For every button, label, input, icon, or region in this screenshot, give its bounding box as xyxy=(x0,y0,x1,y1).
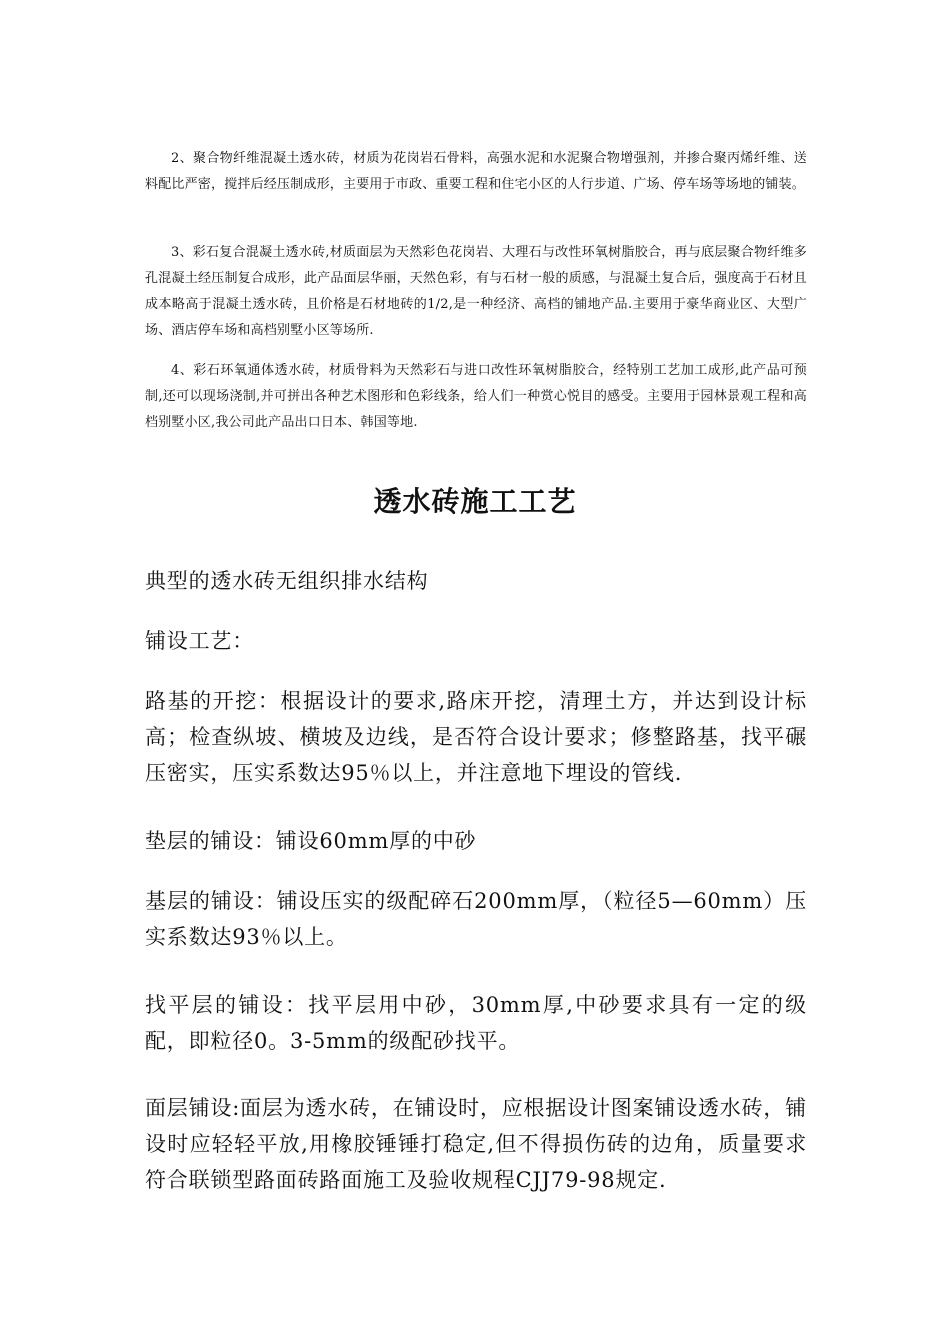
paragraph-text: 2、聚合物纤维混凝土透水砖，材质为花岗岩石骨料，高强水泥和水泥聚合物增强剂，并掺合聚丙烯纤维、送料配比严密，搅拌后经压制成形，主要用于市政、重要工程和住宅小区的人行步道、广场、停车场等场地的铺装。 xyxy=(145,151,807,192)
structure-subtitle: 典型的透水砖无组织排水结构 xyxy=(145,569,429,593)
paragraph-text: 4、彩石环氧通体透水砖，材质骨料为天然彩石与进口改性环氧树脂胶合，经特别工艺加工成形,此产品可预制,还可以现场浇制,并可拼出各种艺术图形和色彩线条，给人们一种赏心悦目的感受。主要用于园林景观工程和高档别墅小区,我公司此产品出口日本、韩国等地. xyxy=(145,363,807,430)
leveling-paragraph: 找平层的铺设：找平层用中砂，30mm厚,中砂要求具有一定的级配，即粒径0。3-5mm的级配砂找平。 xyxy=(145,993,807,1053)
base-paragraph: 基层的铺设：铺设压实的级配碎石200mm厚，（粒径5—60mm）压实系数达93％以上。 xyxy=(145,889,807,949)
paragraph-text: 3、彩石复合混凝土透水砖,材质面层为天然彩色花岗岩、大理石与改性环氧树脂胶合，再与底层聚合物纤维多孔混凝土经压制复合成形，此产品面层华丽，天然色彩，有与石材一般的质感，与混凝土复合后，强度高于石材且成本略高于混凝土透水砖，且价格是石材地砖的1/2,是一种经济、高档的铺地产品.主要用于豪华商业区、大型广场、酒店停车场和高档别墅小区等场所. xyxy=(145,245,807,338)
process-label: 铺设工艺： xyxy=(145,629,254,653)
paragraph-type-4 xyxy=(145,358,807,436)
section-title: 透水砖施工工艺 xyxy=(373,485,577,518)
paragraph-type-2 xyxy=(145,146,807,198)
cushion-paragraph: 垫层的铺设：铺设60mm厚的中砂 xyxy=(145,829,477,853)
paragraph-type-3 xyxy=(145,240,807,344)
roadbed-paragraph: 路基的开挖：根据设计的要求,路床开挖，清理土方，并达到设计标高；检查纵坡、横坡及边线，是否符合设计要求；修整路基，找平碾压密实，压实系数达95％以上，并注意地下埋设的管线. xyxy=(145,689,807,785)
surface-paragraph: 面层铺设:面层为透水砖，在铺设时，应根据设计图案铺设透水砖，铺设时应轻轻平放,用橡胶锤锤打稳定,但不得损伤砖的边角，质量要求符合联锁型路面砖路面施工及验收规程CJJ79-98规定. xyxy=(145,1096,807,1192)
